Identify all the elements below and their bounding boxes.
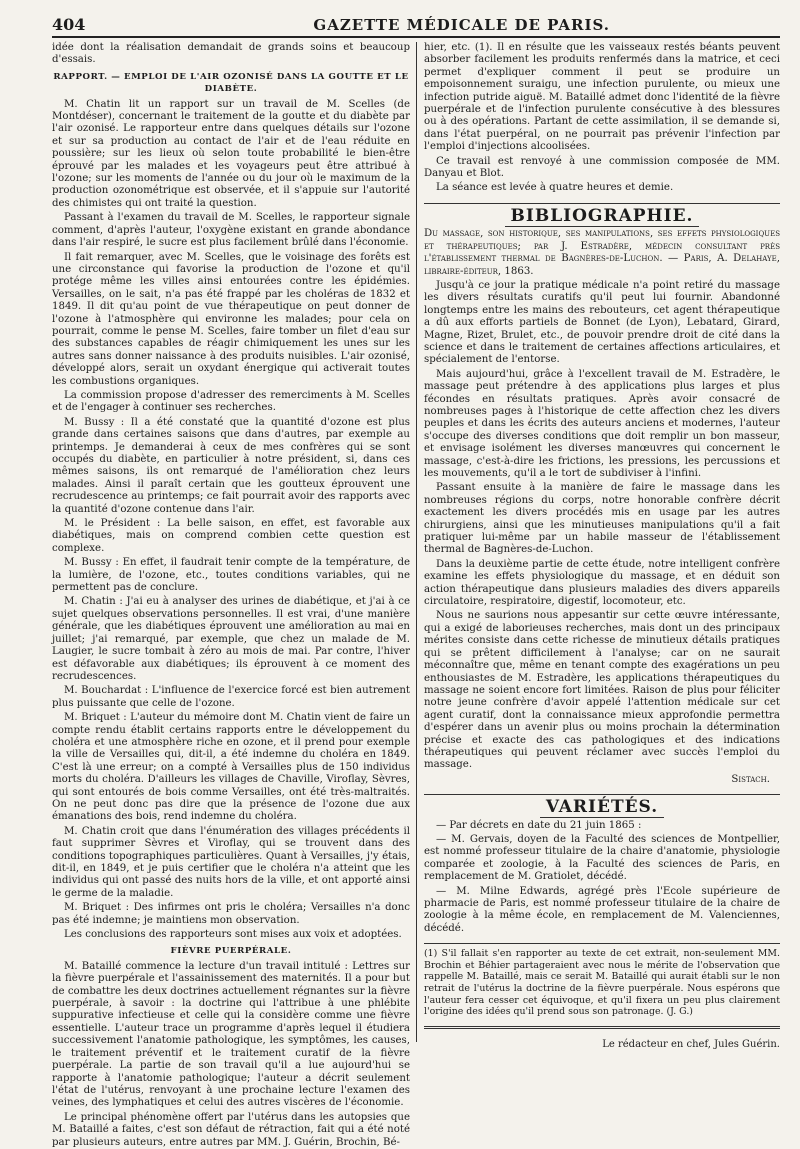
- paragraph: — M. Gervais, doyen de la Faculté des sciences de Montpellier, est nommé professeur titulaire de la chaire d'anatomie, physiologie comparée et zoologie, à la Faculté des sciences de Paris, en remplacement de M. Gratiolet, décédé.: [424, 833, 780, 883]
- column-divider: [416, 42, 417, 1042]
- paragraph: — M. Milne Edwards, agrégé près l'Ecole supérieure de pharmacie de Paris, est nommé professeur titulaire de la chaire de zoologie à la même école, en remplacement de M. Valenciennes, décédé.: [424, 885, 780, 934]
- section-heading: RAPPORT. — EMPLOI DE L'AIR OZONISÉ DANS LA GOUTTE ET LE DIABÈTE.: [53, 71, 409, 95]
- varietes-heading: [424, 794, 780, 818]
- footnote: (1) S'il fallait s'en rapporter au texte de cet extrait, non-seulement MM. Brochin et Béhier partageraient avec nous le mérite de l'observation que rappelle M. Bataillé, mais ce serait M. Bataillé qui aurait établi sur le non retrait de l'utérus la doctrine de la fièvre puerpérale. Nous espérons que l'auteur fera cesser cet équivoque, et qu'il fixera un peu plus clairement l'origine des idées qu'il prend sous son patronage. (J. G.): [424, 943, 780, 1018]
- paragraph: M. Briquet : Des infirmes ont pris le choléra; Versailles n'a donc pas été indemne; je maintiens mon observation.: [52, 902, 410, 926]
- paragraph: M. Bussy : Il a été constaté que la quantité d'ozone est plus grande dans certaines saisons que dans d'autres, par exemple au printemps. Je demanderai à ceux de mes confrères qui se sont occupés du diabète, en particulier à notre président, si, dans ces mêmes saisons, ils ont remarqué de l'amélioration chez leurs malades. Ainsi il paraît certain que les goutteux éprouvent une recrudescence au printemps; ce fait pourrait avoir des rapports avec la quantité d'ozone contenue dans l'air.: [52, 416, 410, 515]
- paragraph: Passant ensuite à la manière de faire le massage dans les nombreuses régions du corps, notre honorable confrère décrit exactement les divers procédés mis en usage par les autres chirurgiens, ainsi que les minutieuses manipulations qu'il a fait pratiquer lui-même par un habile masseur de l'établissement thermal de Bagnères-de-Luchon.: [424, 482, 780, 556]
- signature: Sistach.: [731, 773, 770, 785]
- columns: [52, 42, 780, 1148]
- bibliographie-heading: [424, 203, 780, 226]
- paragraph: hier, etc. (1). Il en résulte que les vaisseaux restés béants peuvent absorber facilement les produits renfermés dans la matrice, et ceci permet d'expliquer comment il peut se produire un empoisonnement suraigu, une infection purulente, ou mieux une infection putride aiguë. M. Bataillé admet donc l'identité de la fièvre puerpérale et de l'infection purulente consécutive à des blessures ou à des opérations. Partant de cette assimilation, il se demande si, dans l'état puerpéral, on ne pourrait pas prévenir l'infection par l'emploi d'injections alcoolisées.: [424, 42, 780, 153]
- paragraph: M. Briquet : L'auteur du mémoire dont M. Chatin vient de faire un compte rendu établit certains rapports entre le développement du choléra et une atmosphère riche en ozone, et il prend pour exemple la ville de Versailles qui, dit-il, a été indemne du choléra en 1849. C'est là une erreur; on a compté à Versailles plus de 150 individus morts du choléra. D'ailleurs les villages de Chaville, Viroflay, Sèvres, qui sont entourés de bois comme Versailles, ont été très-maltraités. On ne peut donc pas dire que la présence de l'ozone due aux émanations des bois, rend indemne du choléra.: [52, 712, 410, 823]
- paragraph: La séance est levée à quatre heures et demie.: [436, 182, 674, 194]
- paragraph: Ce travail est renvoyé à une commission composée de MM. Danyau et Blot.: [424, 155, 780, 180]
- paragraph: — Par décrets en date du 21 juin 1865 :: [436, 819, 642, 831]
- paragraph: Le principal phénomène offert par l'utérus dans les autopsies que M. Bataillé a faites, c'est son défaut de rétraction, fait qui a été noté par plusieurs auteurs, entre autres par MM. J. Guérin, Brochin, Bé-: [52, 1111, 410, 1148]
- paragraph: M. Bussy : En effet, il faudrait tenir compte de la température, de la lumière, de l'ozone, etc., toutes conditions variables, qui ne permettent pas de conclure.: [52, 557, 410, 594]
- paragraph: M. Chatin croit que dans l'énumération des villages précédents il faut supprimer Sèvres et Viroflay, qui se trouvent dans des conditions topographiques particulières. Quant à Versailles, j'y étais, dit-il, en 1849, et je puis certifier que le choléra n'a atteint que les individus qui ont passé des nuits hors de la ville, et ont apporté ainsi le germe de la maladie.: [52, 825, 410, 899]
- paragraph: M. le Président : La belle saison, en effet, est favorable aux diabétiques, mais on comprend combien cette question est complexe.: [52, 518, 410, 554]
- left-column: [52, 42, 410, 1148]
- paragraph: idée dont la réalisation demandait de grands soins et beaucoup d'essais.: [52, 42, 410, 66]
- bibliographie-heading-text: BIBLIOGRAPHIE.: [505, 206, 700, 227]
- paragraph: La commission propose d'adresser des remerciments à M. Scelles et de l'engager à continuer ses recherches.: [52, 389, 410, 414]
- newspaper-page: [52, 10, 780, 1148]
- paragraph: M. Chatin lit un rapport sur un travail de M. Scelles (de Montdéser), concernant le traitement de la goutte et du diabète par l'air ozonisé. Le rapporteur entre dans quelques détails sur l'ozone et sur sa production au contact de l'air et de l'eau réduite en poussière; sur les lieux où selon toute probabilité le bien-être éprouvé par les malades et les voyageurs peut être attribué à l'ozone; sur les moments de l'année ou du jour où le maximum de la production ozonométrique est observée, et il s'appuie sur l'autorité des chimistes qui ont traité la question.: [52, 98, 410, 209]
- paragraph: M. Chatin : J'ai eu à analyser des urines de diabétique, et j'ai à ce sujet quelques observations personnelles. Il est vrai, d'une manière générale, que les diabétiques éprouvent une amélioration au mai en juillet; j'ai remarqué, par exemple, que chez un malade de M. Laugier, le sucre tombait à zéro au mois de mai. Par contre, l'hiver est défavorable aux diabétiques; ils éprouvent à ce moment des recrudescences.: [52, 596, 410, 682]
- journal-title: GAZETTE MÉDICALE DE PARIS.: [313, 16, 610, 34]
- paragraph: Les conclusions des rapporteurs sont mises aux voix et adoptées.: [64, 929, 402, 941]
- page-number: 404: [52, 15, 86, 34]
- book-title: Du massage, son historique, ses manipulations, ses effets physiologiques et thérapeutiques; par J. Estradère, médecin consultant près l'établissement thermal de Bagnères-de-Luchon. — Paris, A. Delahaye, libraire-éditeur, 1863.: [424, 228, 780, 277]
- paragraph: Dans la deuxième partie de cette étude, notre intelligent confrère examine les effets physiologique du massage, et en déduit son action thérapeutique dans plusieurs maladies des divers appareils circulatoire, respiratoire, digestif, locomoteur, etc.: [424, 558, 780, 608]
- section-heading: FIÈVRE PUERPÉRALE.: [170, 946, 292, 957]
- paragraph: Passant à l'examen du travail de M. Scelles, le rapporteur signale comment, d'après l'auteur, l'oxygène existant en grande abondance dans l'air respiré, le sucre est plus facilement brûlé dans l'économie.: [52, 212, 410, 249]
- paragraph: Jusqu'à ce jour la pratique médicale n'a point retiré du massage les divers résultats curatifs qu'il peut lui fournir. Abandonné longtemps entre les mains des rebouteurs, cet agent thérapeutique a dû aux efforts partiels de Bonnet (de Lyon), Lebatard, Girard, Magne, Rizet, Brulet, etc., de pouvoir prendre droit de cité dans la science et dans le traitement de certaines affections articulaires, et spécialement de l'entorse.: [424, 279, 780, 366]
- page-header: [52, 10, 780, 38]
- paragraph: Nous ne saurions nous appesantir sur cette œuvre intéressante, qui a exigé de laborieuses recherches, mais dont un des principaux mérites consiste dans cette richesse de minutieux détails pratiques qui se prêtent difficilement à l'analyse; car on ne saurait méconnaître que, même en tenant compte des exagérations un peu enthousiastes de M. Estradère, les applications thérapeutiques du massage ne soient encore fort limitées. Raison de plus pour féliciter notre jeune confrère d'avoir appelé l'attention médicale sur cet agent curatif, dont la connaissance mieux approfondie permettra d'espérer dans un avenir plus ou moins prochain la détermination précise et exacte des cas pathologiques et des indications thérapeutiques qui peuvent réclamer avec succès l'emploi du massage.: [424, 610, 780, 771]
- paragraph: M. Bataillé commence la lecture d'un travail intitulé : Lettres sur la fièvre puerpérale et l'assainissement des maternités. Il a pour but de combattre les deux doctrines actuellement régnantes sur la fièvre puerpérale, à savoir : la doctrine qui l'attribue à une phlébite suppurative infectieuse et celle qui la considère comme une fièvre essentielle. L'auteur trace un programme d'après lequel il étudiera successivement l'anatomie pathologique, les symptômes, les causes, le traitement préventif et le traitement curatif de la fièvre puerpérale. La partie de son travail qu'il a lue aujourd'hui se rapporte à l'anatomie pathologique; l'auteur a décrit seulement l'état de l'utérus, renvoyant à une prochaine lecture l'examen des veines, des lymphatiques et celui des autres viscères de l'économie.: [52, 960, 410, 1109]
- varietes-heading-text: VARIÉTÉS.: [540, 797, 664, 818]
- paragraph: Mais aujourd'hui, grâce à l'excellent travail de M. Estradère, le massage peut prétendre à des applications plus larges et plus fécondes en résultats pratiques. Après avoir consacré de nombreuses pages à l'historique de cette affection chez les divers peuples et dans les écrits des auteurs anciens et modernes, l'auteur s'occupe des diverses conditions que doit remplir un bon masseur, et envisage isolément les diverses manœuvres qui concernent le massage, c'est-à-dire les frictions, les pressions, les percussions et les mouvements, qu'il a le tort de subdiviser à l'infini.: [424, 368, 780, 479]
- right-column: [424, 42, 780, 1050]
- divider: [424, 1026, 780, 1029]
- paragraph: Il fait remarquer, avec M. Scelles, que le voisinage des forêts est une circonstance qui favorise la production de l'ozone et qu'il protége même les villes ainsi entourées contre les épidémies. Versailles, on le sait, n'a pas été frappé par les choléras de 1832 et 1849. Il dit qu'au point de vue thérapeutique on peut donner de l'ozone à l'atmosphère qui environne les malades; pour cela on pourrait, comme le pense M. Scelles, faire tomber un filet d'eau sur des substances capables de réagir chimiquement les unes sur les autres sans donner naissance à des produits nuisibles. L'air ozonisé, développé alors, serait un oxydant énergique qui activerait toutes les combustions organiques.: [52, 251, 410, 387]
- editor-credit: Le rédacteur en chef, Jules Guérin.: [602, 1038, 780, 1050]
- paragraph: M. Bouchardat : L'influence de l'exercice forcé est bien autrement plus puissante que celle de l'ozone.: [52, 685, 410, 709]
